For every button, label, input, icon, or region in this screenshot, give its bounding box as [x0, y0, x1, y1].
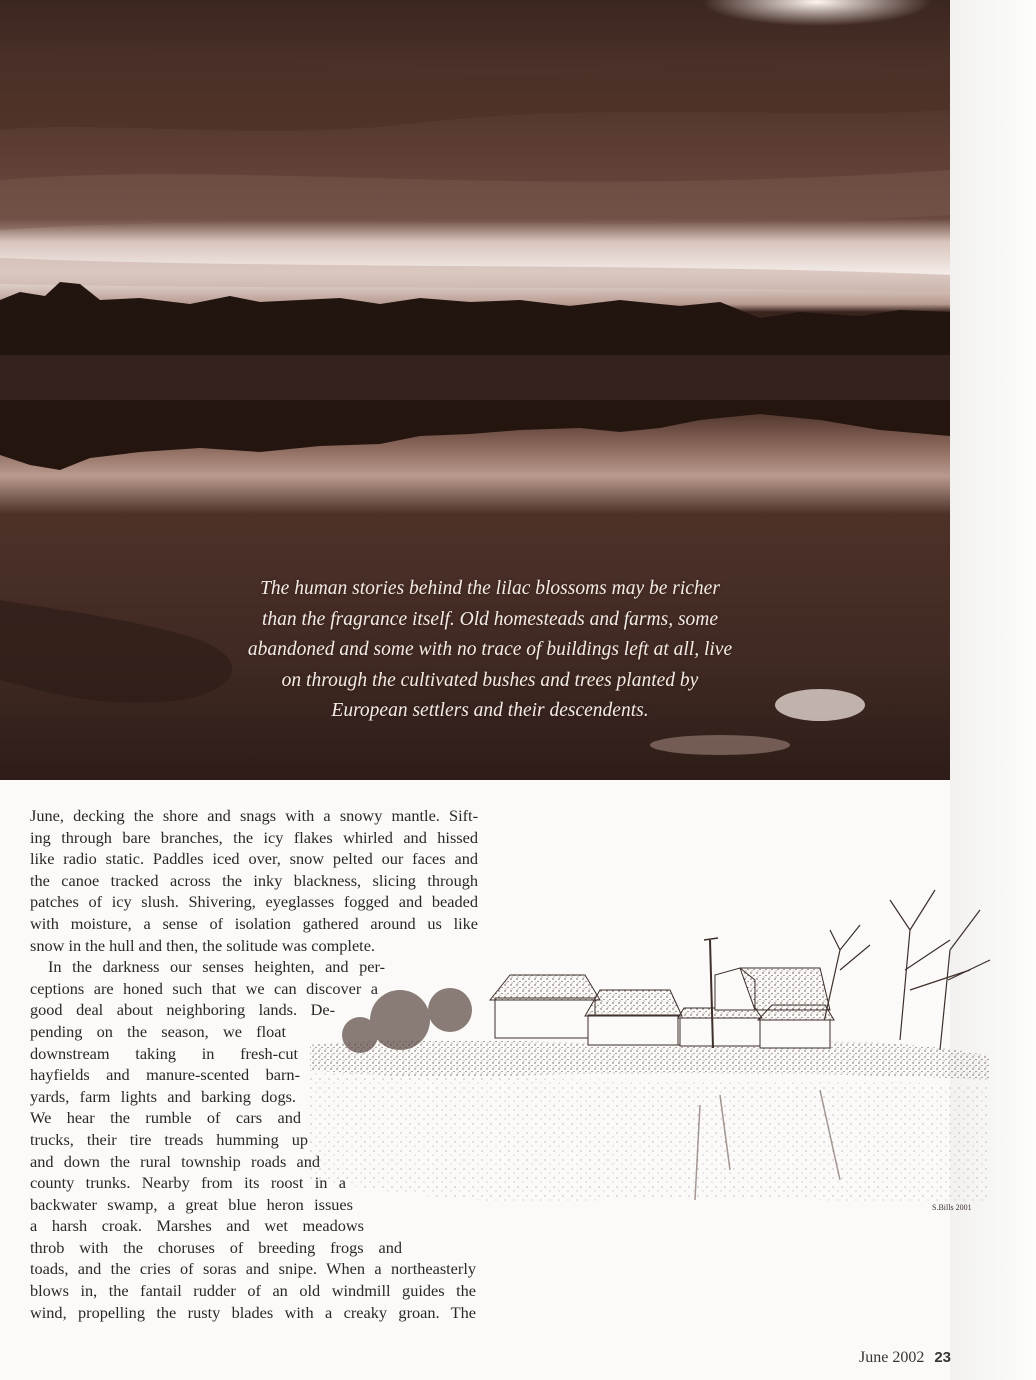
- body-line: We hear the rumble of cars and: [30, 1108, 301, 1128]
- caption-line: abandoned and some with no trace of buildings left at all, live: [247, 639, 733, 660]
- body-line: ceptions are honed such that we can discover a: [30, 978, 378, 998]
- body-line: and down the rural township roads and: [30, 1151, 320, 1171]
- body-line: wind, propelling the rusty blades with a creaky groan. The: [30, 1302, 476, 1322]
- page-number: 23: [934, 1349, 951, 1366]
- body-line: toads, and the cries of soras and snipe. When a northeasterly: [30, 1259, 476, 1279]
- body-line: June, decking the shore and snags with a snowy mantle. Sift-: [30, 806, 478, 825]
- body-line: In the darkness our senses heighten, and per-: [48, 957, 385, 977]
- body-line: county trunks. Nearby from its roost in a: [30, 1173, 346, 1193]
- artist-signature: S.Bills 2001: [932, 1203, 972, 1212]
- body-line: with moisture, a sense of isolation gathered around us like: [30, 913, 478, 933]
- body-line: a harsh croak. Marshes and wet meadows: [30, 1216, 364, 1236]
- body-line: trucks, their tire treads humming up: [30, 1129, 308, 1149]
- page-footer: [859, 1349, 951, 1367]
- caption-line: than the fragrance itself. Old homesteads and farms, some: [261, 608, 719, 630]
- body-line: patches of icy slush. Shivering, eyeglasses fogged and beaded: [30, 892, 478, 912]
- body-line: downstream taking in fresh-cut: [30, 1043, 298, 1063]
- body-line: yards, farm lights and barking dogs.: [30, 1086, 296, 1106]
- body-line: blows in, the fantail rudder of an old windmill guides the: [30, 1281, 476, 1301]
- body-line: backwater swamp, a great blue heron issues: [30, 1194, 353, 1214]
- body-line: pending on the season, we float: [30, 1021, 286, 1041]
- body-line: ing through bare branches, the icy flakes whirled and hissed: [30, 827, 478, 847]
- body-line: the canoe tracked across the inky blackness, slicing through: [30, 870, 478, 890]
- body-line: like radio static. Paddles iced over, snow pelted our faces and: [30, 849, 478, 869]
- body-line: hayfields and manure-scented barn-: [30, 1065, 300, 1085]
- caption-line: The human stories behind the lilac blossoms may be richer: [260, 578, 720, 599]
- caption-line: on through the cultivated bushes and trees planted by: [281, 669, 699, 691]
- body-line: throb with the choruses of breeding frogs and: [30, 1237, 402, 1257]
- issue-date: June 2002: [858, 1349, 925, 1366]
- photo-caption: [215, 574, 765, 727]
- body-line: good deal about neighboring lands. De-: [30, 1000, 335, 1020]
- caption-line: European settlers and their descendents.: [331, 700, 649, 721]
- body-line: snow in the hull and then, the solitude was complete.: [30, 935, 376, 955]
- article-body: [30, 805, 478, 1323]
